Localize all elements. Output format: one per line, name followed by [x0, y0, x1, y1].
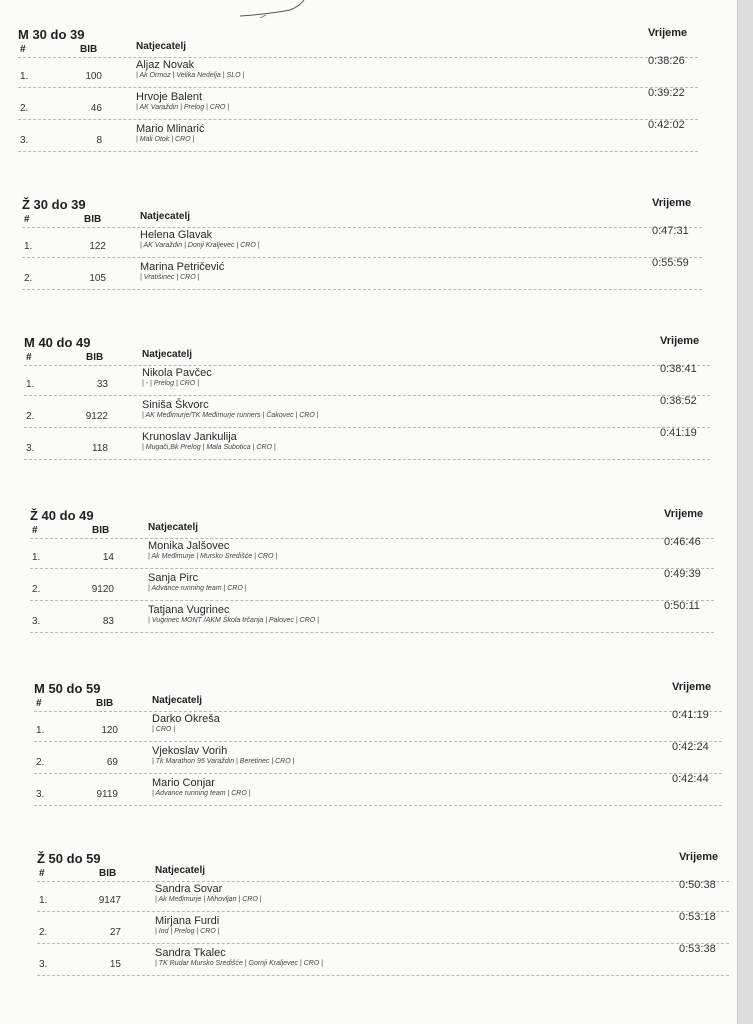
bib-column-header: BIB: [99, 868, 117, 879]
row-divider: [34, 773, 722, 774]
name-column-header: Natjecatelj: [140, 211, 191, 222]
section-3: [24, 335, 710, 471]
athlete-name: Darko Okreša: [152, 713, 220, 725]
row-divider: [37, 975, 729, 976]
table-row: [18, 119, 698, 155]
finish-time: 0:46:46: [664, 536, 701, 548]
athlete-name: Monika Jalšovec: [148, 540, 230, 552]
table-row: [37, 879, 729, 915]
bib-cell: 15: [109, 959, 121, 970]
athlete-name: Mario Mlinarić: [136, 123, 205, 135]
athlete-name: Mirjana Furdi: [155, 915, 220, 927]
athlete-club: | TK Rudar Mursko Središće | Gornji Kraljevec | CRO |: [155, 960, 323, 967]
rank-cell: 3.: [20, 135, 29, 146]
athlete-club: | Advance running team | CRO |: [148, 585, 247, 592]
rank-cell: 1.: [32, 552, 41, 563]
name-column-header: Natjecatelj: [148, 522, 199, 533]
athlete-club: | Vugrinec MONT /AKM Škola trčanja | Palovec | CRO |: [148, 617, 319, 624]
section-title: M 30 do 39: [18, 27, 85, 42]
header-divider: [18, 57, 698, 58]
bib-column-header: BIB: [92, 525, 110, 536]
finish-time: 0:55:59: [652, 257, 689, 269]
finish-time: 0:38:26: [648, 55, 685, 67]
athlete-name: Sandra Sovar: [155, 883, 223, 895]
rank-cell: 1.: [26, 379, 35, 390]
finish-time: 0:53:38: [679, 943, 716, 955]
athlete-club: | Mugači,Bk Prelog | Mala Subotica | CRO |: [142, 444, 276, 451]
rank-column-header: #: [32, 525, 38, 536]
bib-cell: 9147: [98, 895, 121, 906]
table-row: [24, 395, 710, 431]
time-column-header: Vrijeme: [664, 508, 704, 520]
athlete-name: Mario Conjar: [152, 777, 215, 789]
section-2: [22, 197, 702, 301]
bib-cell: 8: [96, 135, 102, 146]
header-divider: [30, 538, 714, 539]
athlete-club: | AK Varaždin | Prelog | CRO |: [136, 104, 230, 111]
finish-time: 0:50:11: [664, 600, 700, 612]
rank-cell: 3.: [26, 443, 35, 454]
finish-time: 0:50:38: [679, 879, 716, 891]
pen-mark: [230, 0, 310, 20]
athlete-name: Sandra Tkalec: [155, 947, 226, 959]
name-column-header: Natjecatelj: [142, 349, 193, 360]
table-row: [22, 257, 702, 293]
athlete-club: | Ak Međimurje | Mihovljan | CRO |: [155, 896, 262, 903]
athlete-club: | Ak Ormoz | Velika Nedelja | SLO |: [136, 72, 245, 79]
bib-cell: 120: [101, 725, 118, 736]
section-title: Ž 30 do 39: [22, 197, 86, 212]
bib-cell: 83: [102, 616, 114, 627]
row-divider: [18, 151, 698, 152]
row-divider: [30, 600, 714, 601]
finish-time: 0:42:02: [648, 119, 685, 131]
athlete-name: Helena Glavak: [140, 229, 213, 241]
section-title: Ž 40 do 49: [30, 508, 94, 523]
bib-cell: 33: [96, 379, 108, 390]
finish-time: 0:42:44: [672, 773, 709, 785]
table-row: [34, 709, 722, 745]
rank-cell: 3.: [32, 616, 41, 627]
section-4: [30, 508, 714, 644]
bib-column-header: BIB: [80, 44, 98, 55]
bib-cell: 9120: [91, 584, 114, 595]
bib-cell: 122: [89, 241, 106, 252]
bib-cell: 105: [89, 273, 106, 284]
rank-cell: 2.: [32, 584, 41, 595]
row-divider: [22, 289, 702, 290]
bib-cell: 100: [85, 71, 102, 82]
header-divider: [37, 881, 729, 882]
finish-time: 0:41:19: [660, 427, 697, 439]
athlete-club: | AK Međimurje/TK Međimurje runners | Čakovec | CRO |: [142, 412, 319, 419]
section-1: [18, 27, 698, 163]
bib-cell: 9119: [96, 789, 118, 800]
row-divider: [30, 568, 714, 569]
athlete-name: Nikola Pavčec: [142, 367, 212, 379]
bib-cell: 14: [102, 552, 114, 563]
row-divider: [24, 459, 710, 460]
row-divider: [24, 395, 710, 396]
rank-cell: 1.: [36, 725, 45, 736]
bib-column-header: BIB: [96, 698, 114, 709]
row-divider: [37, 911, 729, 912]
finish-time: 0:53:18: [679, 911, 716, 923]
table-row: [34, 773, 722, 809]
bib-cell: 69: [106, 757, 118, 768]
section-5: [34, 681, 722, 817]
table-row: [30, 536, 714, 572]
rank-cell: 2.: [39, 927, 48, 938]
table-row: [18, 87, 698, 123]
athlete-club: | Ak Međimurje | Mursko Središće | CRO |: [148, 553, 278, 560]
finish-time: 0:38:41: [660, 363, 697, 375]
rank-column-header: #: [36, 698, 42, 709]
row-divider: [18, 87, 698, 88]
table-row: [37, 943, 729, 979]
rank-cell: 2.: [20, 103, 29, 114]
name-column-header: Natjecatelj: [152, 695, 203, 706]
section-title: Ž 50 do 59: [37, 851, 101, 866]
athlete-club: | Ind | Prelog | CRO |: [155, 928, 220, 935]
athlete-name: Vjekoslav Vorih: [152, 745, 228, 757]
time-column-header: Vrijeme: [648, 27, 688, 39]
row-divider: [34, 805, 722, 806]
athlete-name: Siniša Škvorc: [142, 399, 209, 411]
finish-time: 0:42:24: [672, 741, 709, 753]
rank-cell: 1.: [20, 71, 29, 82]
rank-column-header: #: [24, 214, 30, 225]
finish-time: 0:49:39: [664, 568, 701, 580]
table-row: [24, 427, 710, 463]
rank-cell: 2.: [36, 757, 45, 768]
bib-cell: 118: [92, 443, 108, 454]
athlete-name: Aljaz Novak: [136, 59, 195, 71]
finish-time: 0:47:31: [652, 225, 689, 237]
bib-cell: 46: [90, 103, 102, 114]
athlete-club: | CRO |: [152, 726, 176, 733]
rank-column-header: #: [20, 44, 26, 55]
athlete-club: | Advance running team | CRO |: [152, 790, 251, 797]
rank-column-header: #: [26, 352, 32, 363]
time-column-header: Vrijeme: [652, 197, 692, 209]
time-column-header: Vrijeme: [672, 681, 712, 693]
header-divider: [22, 227, 702, 228]
bib-cell: 27: [109, 927, 121, 938]
name-column-header: Natjecatelj: [136, 41, 187, 52]
athlete-name: Krunoslav Jankulija: [142, 431, 237, 443]
table-row: [22, 225, 702, 261]
athlete-name: Tatjana Vugrinec: [148, 604, 230, 616]
table-row: [24, 363, 710, 399]
finish-time: 0:39:22: [648, 87, 685, 99]
athlete-name: Marina Petričević: [140, 261, 225, 273]
table-row: [37, 911, 729, 947]
rank-cell: 2.: [24, 273, 33, 284]
athlete-club: | Mali Otok | CRO |: [136, 136, 195, 143]
header-divider: [34, 711, 722, 712]
header-divider: [24, 365, 710, 366]
rank-cell: 3.: [36, 789, 45, 800]
athlete-name: Hrvoje Balent: [136, 91, 203, 103]
time-column-header: Vrijeme: [660, 335, 700, 347]
bib-column-header: BIB: [84, 214, 102, 225]
section-title: M 40 do 49: [24, 335, 91, 350]
athlete-club: | Tk Marathon 95 Varaždin | Beretinec | CRO |: [152, 758, 295, 765]
rank-cell: 2.: [26, 411, 35, 422]
section-6: [37, 851, 729, 987]
row-divider: [34, 741, 722, 742]
rank-cell: 1.: [24, 241, 33, 252]
athlete-club: | - | Prelog | CRO |: [142, 380, 200, 387]
rank-cell: 1.: [39, 895, 48, 906]
scrollbar[interactable]: [737, 0, 753, 1024]
row-divider: [22, 257, 702, 258]
row-divider: [24, 427, 710, 428]
finish-time: 0:38:52: [660, 395, 697, 407]
athlete-club: | Vratišinec | CRO |: [140, 274, 200, 281]
time-column-header: Vrijeme: [679, 851, 719, 863]
table-row: [30, 600, 714, 636]
bib-cell: 9122: [85, 411, 108, 422]
finish-time: 0:41:19: [672, 709, 709, 721]
table-row: [30, 568, 714, 604]
bib-column-header: BIB: [86, 352, 104, 363]
table-row: [18, 55, 698, 91]
athlete-club: | AK Varaždin | Donji Kraljevec | CRO |: [140, 242, 260, 249]
row-divider: [18, 119, 698, 120]
athlete-name: Sanja Pirc: [148, 572, 199, 584]
section-title: M 50 do 59: [34, 681, 101, 696]
rank-cell: 3.: [39, 959, 48, 970]
table-row: [34, 741, 722, 777]
rank-column-header: #: [39, 868, 45, 879]
row-divider: [37, 943, 729, 944]
row-divider: [30, 632, 714, 633]
name-column-header: Natjecatelj: [155, 865, 206, 876]
